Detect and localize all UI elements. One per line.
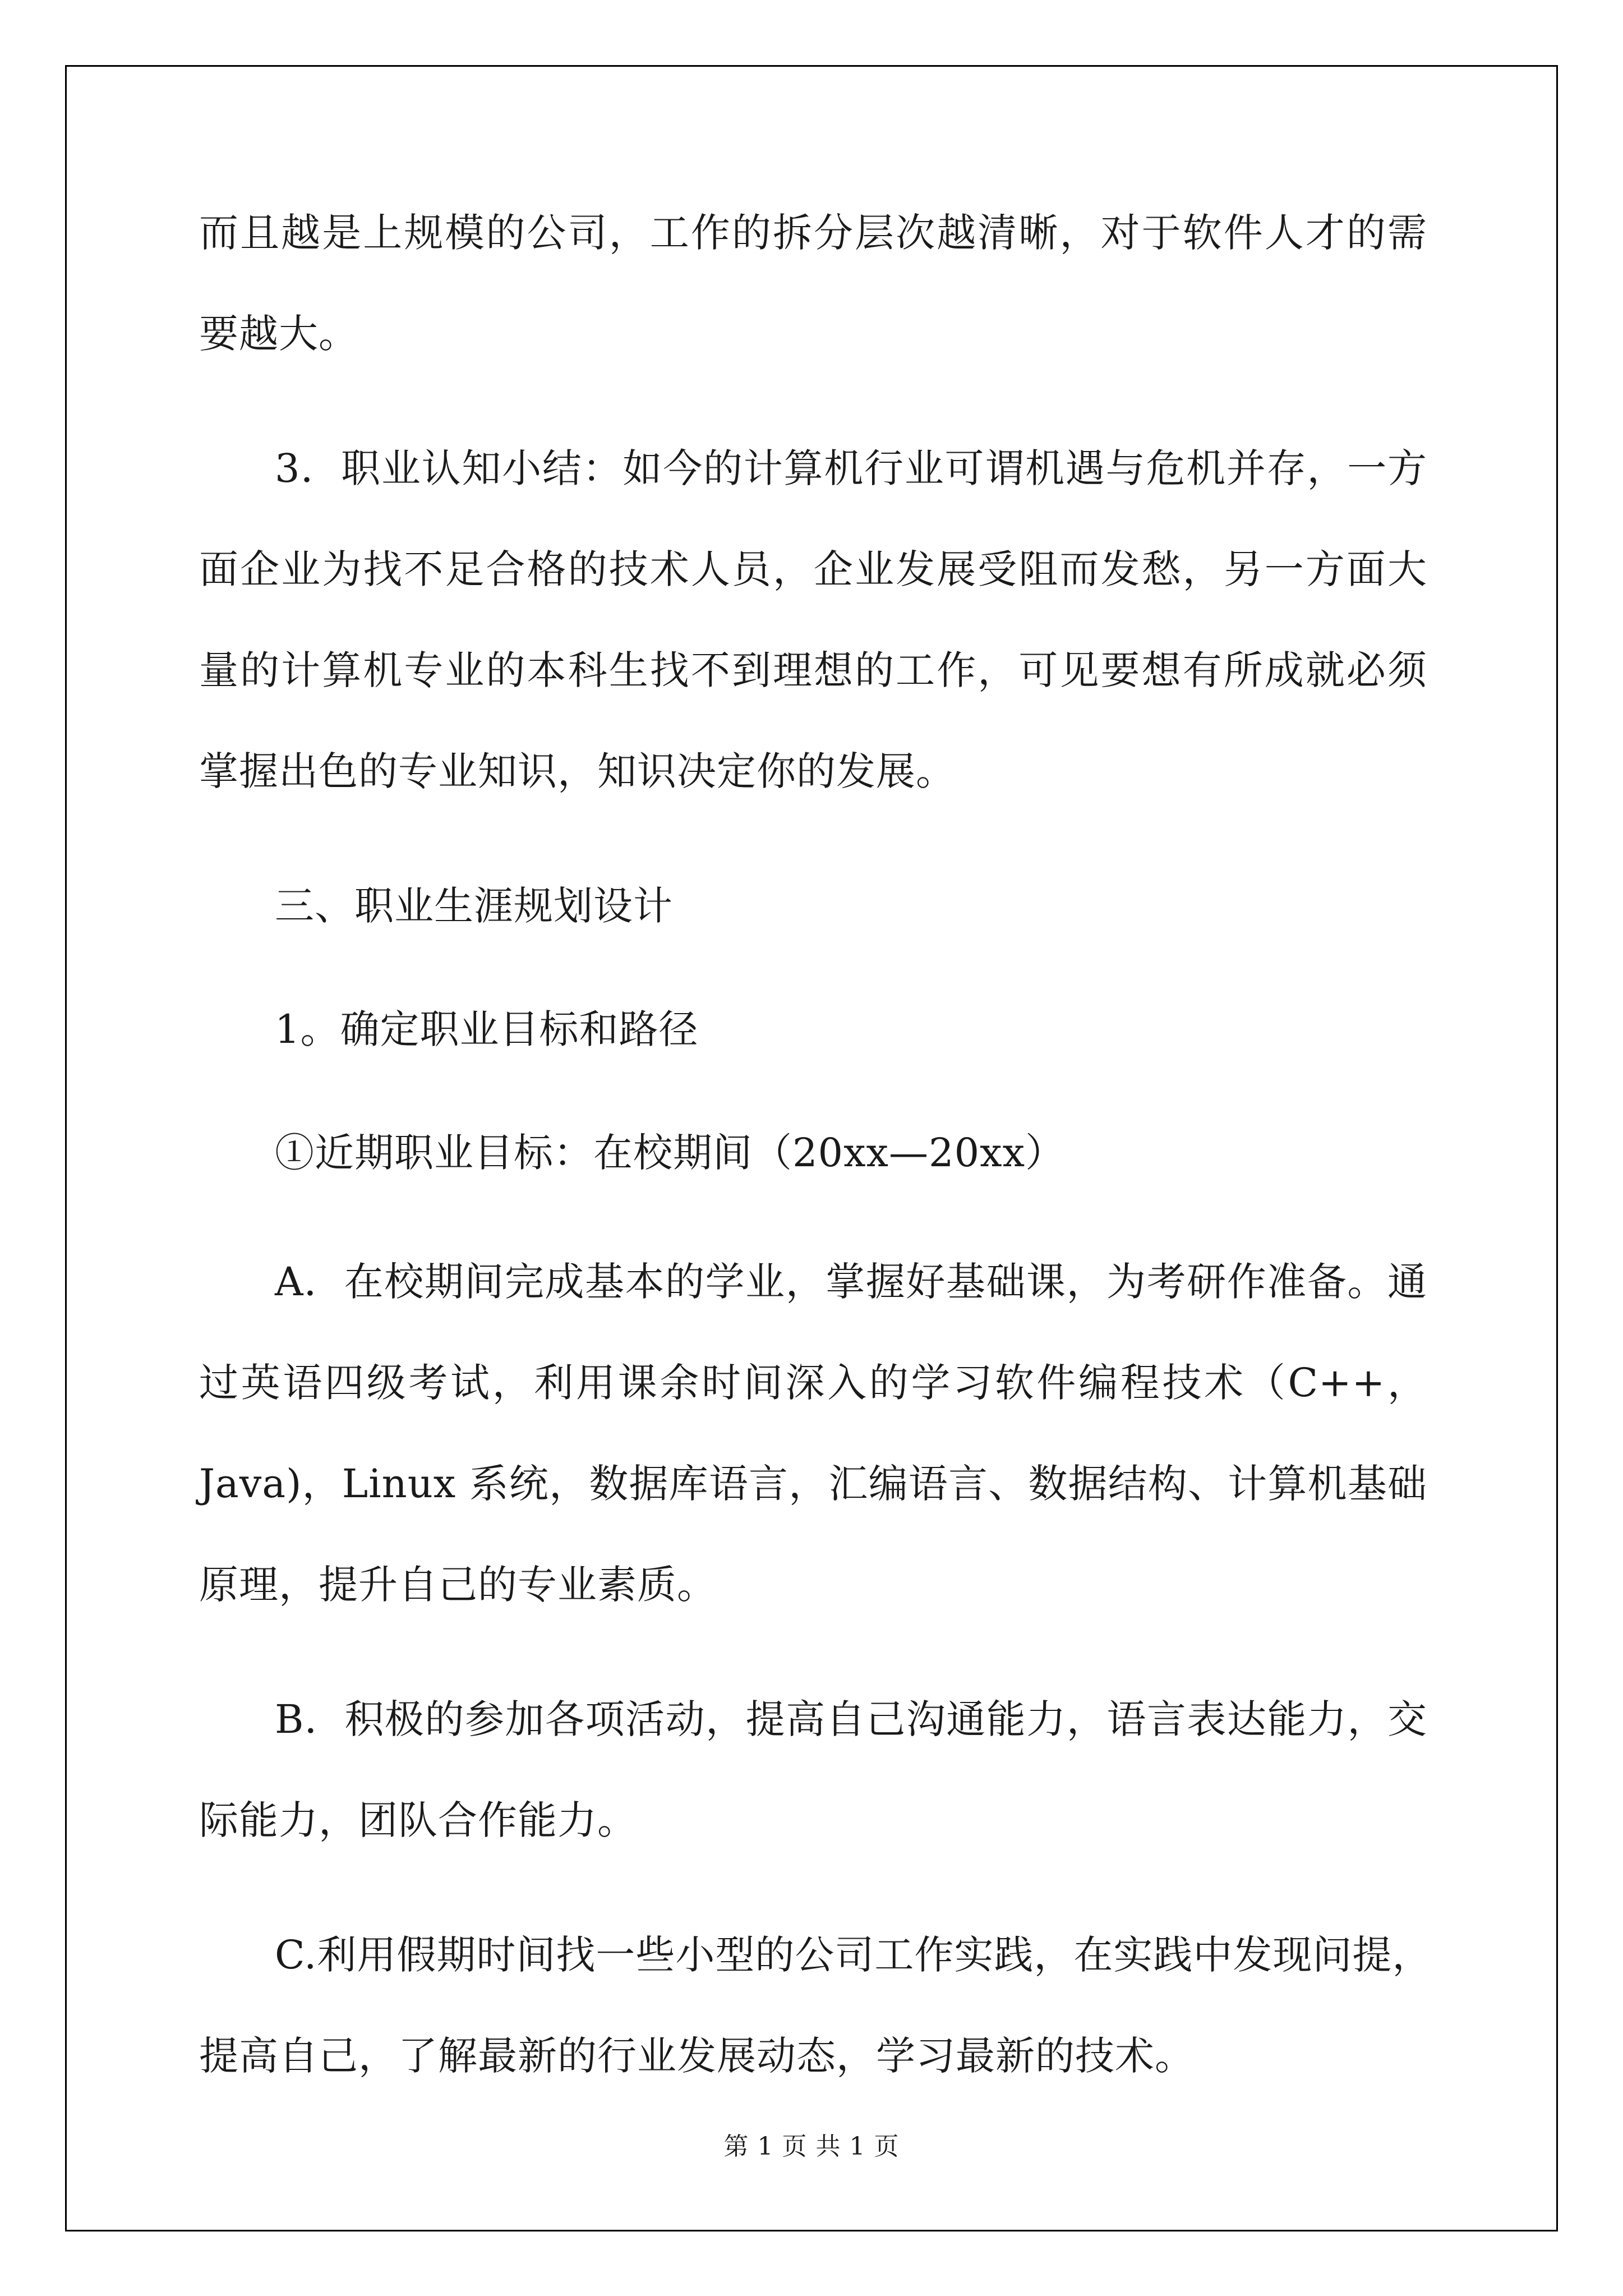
paragraph-line: Java)，Linux 系统，数据库语言，汇编语言、数据结构、计算机基础: [199, 1461, 1427, 1507]
subsection-heading: 1。确定职业目标和路径: [275, 1006, 699, 1052]
paragraph-line: 量的计算机专业的本科生找不到理想的工作，可见要想有所成就必须: [199, 647, 1427, 693]
section-heading: 三、职业生涯规划设计: [275, 883, 673, 929]
paragraph-line: 原理，提升自己的专业素质。: [199, 1562, 717, 1608]
paragraph-line: 掌握出色的专业知识，知识决定你的发展。: [199, 748, 956, 794]
paragraph-line: C.利用假期时间找一些小型的公司工作实践，在实践中发现问提，: [275, 1932, 1432, 1978]
paragraph-line: 提高自己，了解最新的行业发展动态，学习最新的技术。: [199, 2033, 1195, 2079]
subsection-heading: ①近期职业目标：在校期间（20xx—20xx）: [275, 1130, 1066, 1176]
paragraph-line: 过英语四级考试，利用课余时间深入的学习软件编程技术（C++，: [199, 1360, 1427, 1406]
paragraph-line: B．积极的参加各项活动，提高自己沟通能力，语言表达能力，交: [275, 1696, 1427, 1742]
paragraph-line: 要越大。: [199, 311, 358, 357]
paragraph-line: 际能力，团队合作能力。: [199, 1797, 637, 1843]
paragraph-line: 面企业为找不足合格的技术人员，企业发展受阻而发愁，另一方面大: [199, 546, 1427, 592]
paragraph-line: 3．职业认知小结：如今的计算机行业可谓机遇与危机并存，一方: [275, 445, 1427, 491]
paragraph-line: A．在校期间完成基本的学业，掌握好基础课，为考研作准备。通: [275, 1259, 1427, 1305]
paragraph-line: 而且越是上规模的公司，工作的拆分层次越清晰，对于软件人才的需: [199, 210, 1427, 256]
page-number-footer: 第 1 页 共 1 页: [723, 2132, 900, 2161]
